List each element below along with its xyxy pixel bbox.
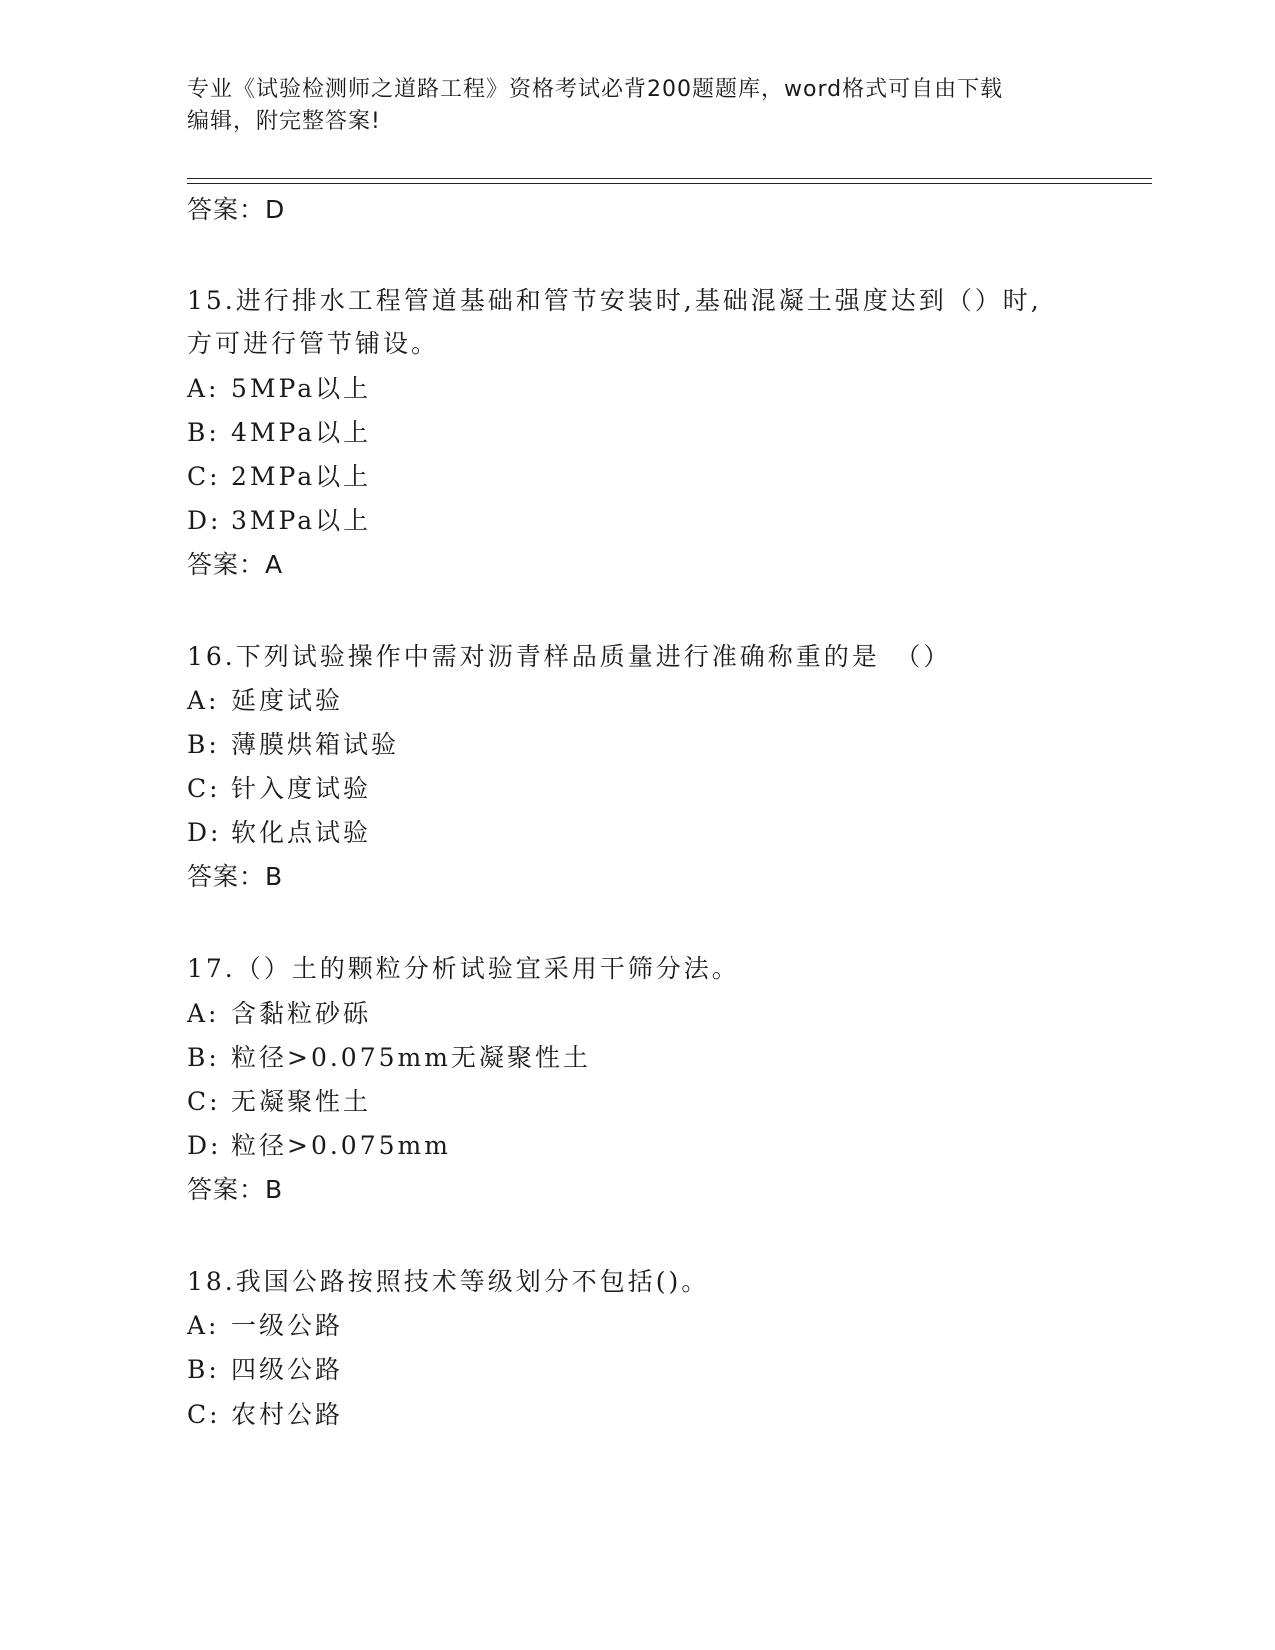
question-18-option-a: A: 一级公路 [187, 1311, 344, 1340]
question-15-option-c: C: 2MPa以上 [187, 462, 372, 491]
document-header [187, 74, 1067, 138]
question-18-line-1: 18.我国公路按照技术等级划分不包括()。 [187, 1267, 710, 1296]
header-line-2: 编辑，附完整答案! [187, 109, 381, 134]
question-16-option-c: C: 针入度试验 [187, 774, 372, 803]
answer-q16: 答案：B [187, 862, 284, 891]
header-divider-top [187, 178, 1152, 179]
question-17-option-a: A: 含黏粒砂砾 [187, 999, 372, 1028]
question-15-line-1: 15.进行排水工程管道基础和管节安装时,基础混凝土强度达到（）时, [187, 286, 1042, 315]
question-17-option-c: C: 无凝聚性土 [187, 1087, 372, 1116]
header-divider-bottom [187, 183, 1152, 184]
answer-q15: 答案：A [187, 550, 284, 579]
question-16-option-a: A: 延度试验 [187, 686, 344, 715]
question-15-option-d: D: 3MPa以上 [187, 506, 372, 535]
answer-q14: 答案：D [187, 195, 286, 224]
answer-q17: 答案：B [187, 1175, 284, 1204]
question-18-option-b: B: 四级公路 [187, 1355, 344, 1384]
question-15-option-a: A: 5MPa以上 [187, 374, 372, 403]
question-16-line-1: 16.下列试验操作中需对沥青样品质量进行准确称重的是 （） [187, 642, 952, 671]
header-line-1: 专业《试验检测师之道路工程》资格考试必背200题题库，word格式可自由下载 [187, 77, 1004, 102]
question-17-line-1: 17.（）土的颗粒分析试验宜采用干筛分法。 [187, 954, 740, 983]
question-17-option-d: D: 粒径>0.075mm [187, 1131, 451, 1160]
question-18-option-c: C: 农村公路 [187, 1400, 344, 1429]
question-15-option-b: B: 4MPa以上 [187, 418, 372, 447]
question-16-option-b: B: 薄膜烘箱试验 [187, 730, 400, 759]
question-17-option-b: B: 粒径>0.075mm无凝聚性土 [187, 1043, 591, 1072]
question-15-line-2: 方可进行管节铺设。 [187, 329, 440, 358]
question-16-option-d: D: 软化点试验 [187, 818, 372, 847]
